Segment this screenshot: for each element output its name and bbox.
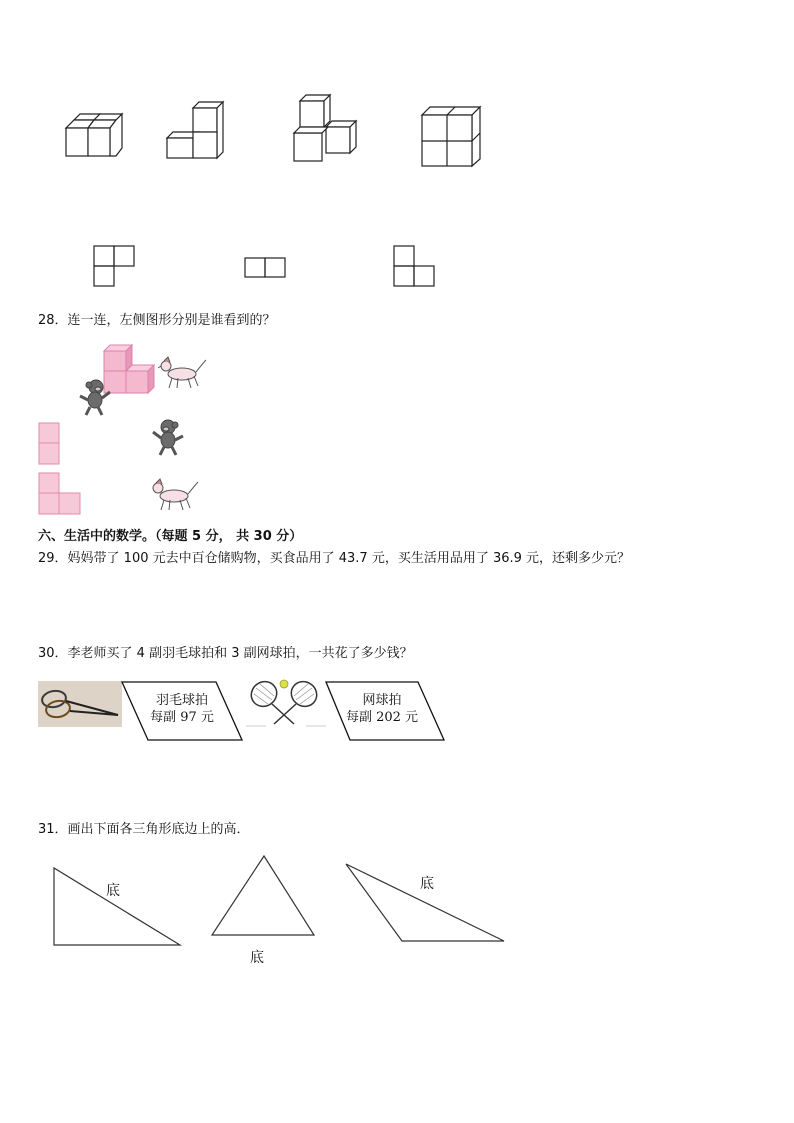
view-shape-2: [243, 256, 293, 286]
question-30-text: 30．李老师买了 4 副羽毛球拍和 3 副网球拍，一共花了多少钱？: [38, 646, 413, 661]
dog-icon: [158, 356, 208, 392]
base-label-2: 底: [250, 950, 264, 966]
question-31-text: 31．画出下面各三角形底边上的高．: [38, 822, 250, 837]
view-shape-3: [392, 244, 442, 294]
triangle-1: [50, 864, 190, 954]
question-28-text: 28．连一连，左侧图形分别是谁看到的？: [38, 313, 276, 328]
monkey-icon: [78, 378, 114, 418]
monkey-icon: [150, 418, 186, 458]
pink-view-l-shape: [37, 472, 87, 517]
section-heading: 六、生活中的数学。（每题 5 分， 共 30 分）: [38, 529, 303, 544]
badminton-label: 羽毛球拍: [155, 693, 208, 708]
cube-solid-4: [418, 105, 488, 170]
cube-solid-2: [163, 98, 233, 163]
triangle-2: [210, 853, 320, 938]
question-29-text: 29．妈妈带了 100 元去中百仓储购物，买食品用了 43.7 元，买生活用品用了 36.9 元，还剩多少元？: [38, 551, 631, 566]
view-shape-1: [92, 244, 142, 294]
pink-view-vertical: [37, 422, 67, 472]
tennis-label: 网球拍: [362, 693, 402, 708]
badminton-price: 每副 97 元: [150, 710, 214, 725]
base-label-3: 底: [420, 876, 434, 892]
tennis-price: 每副 202 元: [345, 710, 419, 725]
badminton-racket-image: [38, 681, 122, 727]
dog-icon: [150, 478, 200, 514]
base-label-1: 底: [106, 883, 120, 899]
tennis-racket-icon: [246, 678, 326, 728]
cube-solid-3: [290, 93, 365, 163]
cube-solid-1: [60, 112, 130, 162]
